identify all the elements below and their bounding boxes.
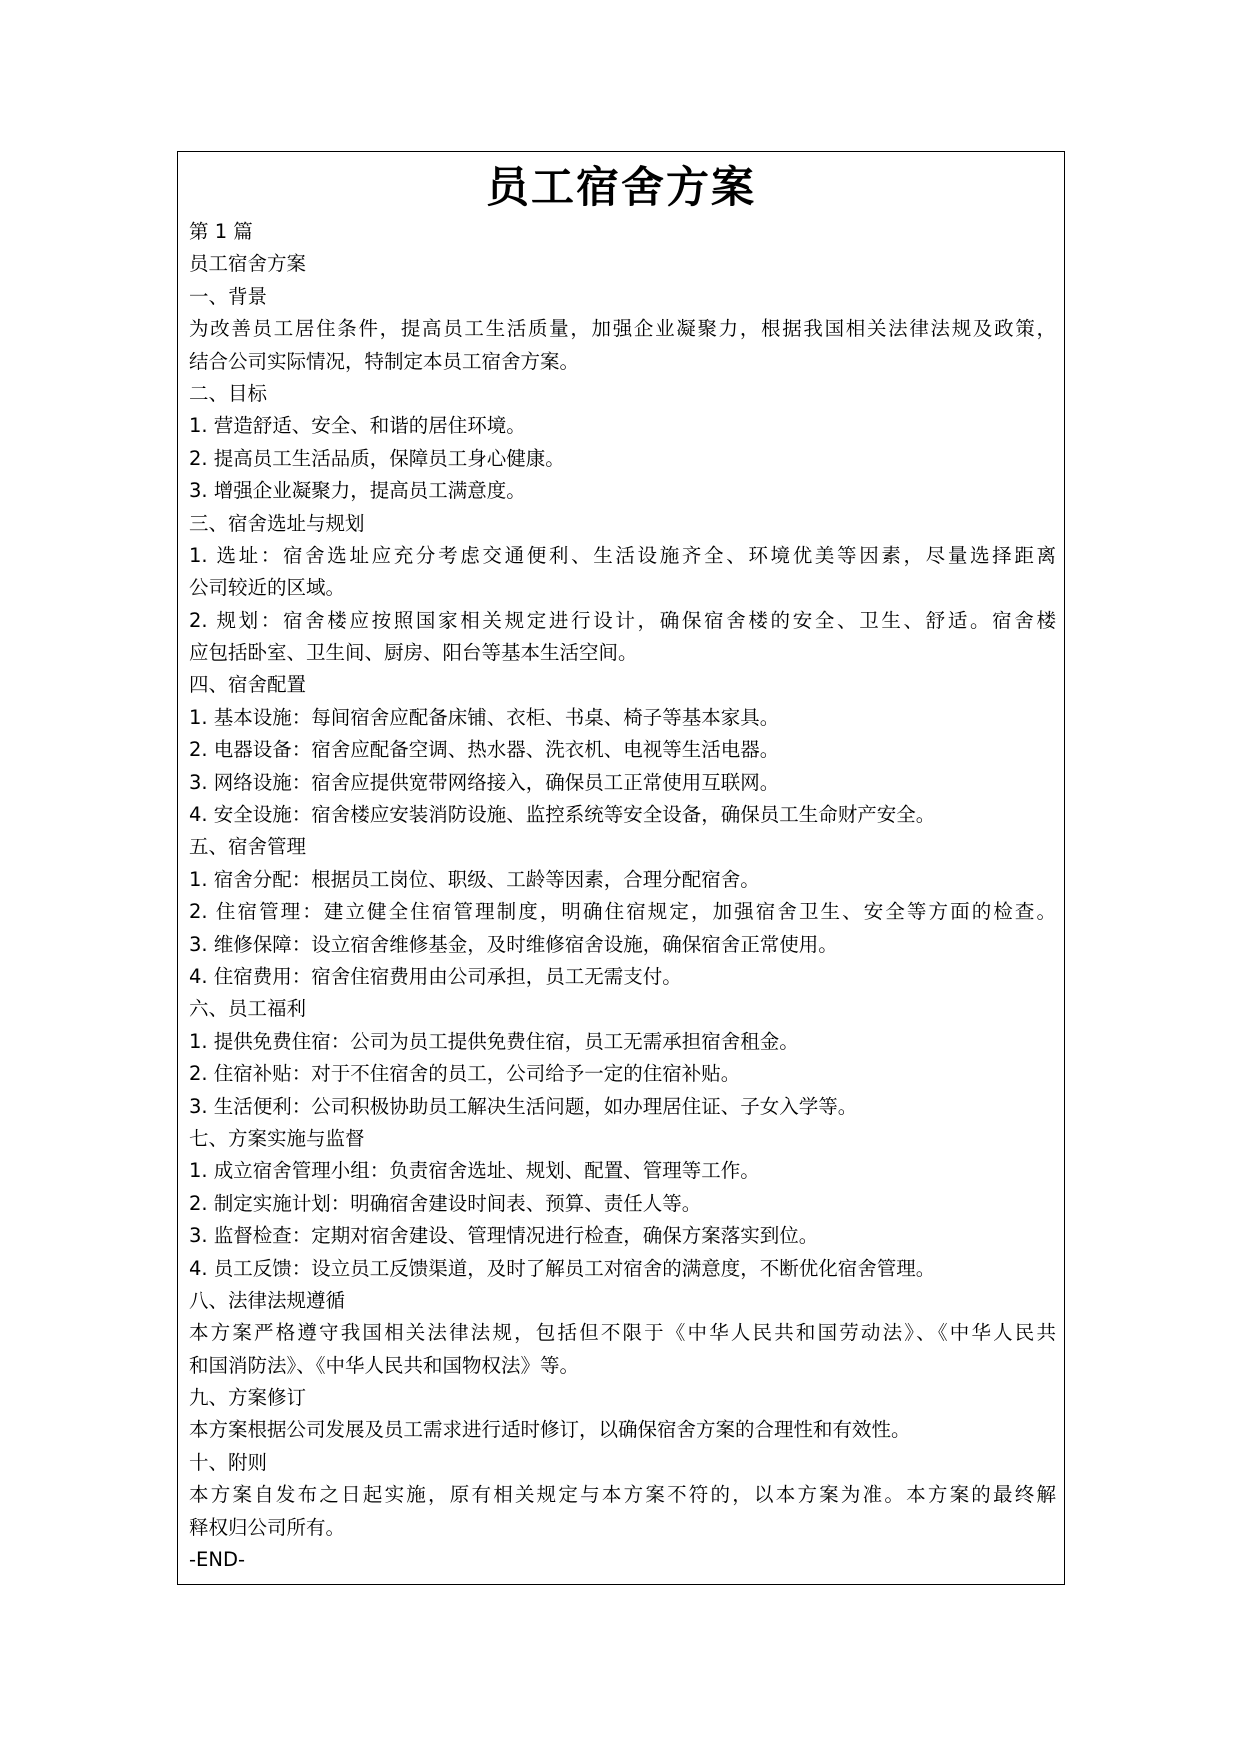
document-line: 4. 员工反馈：设立员工反馈渠道，及时了解员工对宿舍的满意度，不断优化宿舍管理。 <box>189 1256 936 1280</box>
document-line: 3. 生活便利：公司积极协助员工解决生活问题，如办理居住证、子女入学等。 <box>189 1094 858 1118</box>
document-line: 和国消防法》、《中华人民共和国物权法》等。 <box>189 1353 580 1377</box>
document-body <box>189 216 1056 1576</box>
document-line: 2. 规划：宿舍楼应按照国家相关规定进行设计，确保宿舍楼的安全、卫生、舒适。宿舍楼 <box>189 608 1056 632</box>
document-line: 1. 宿舍分配：根据员工岗位、职级、工龄等因素，合理分配宿舍。 <box>189 867 760 891</box>
document-line: 4. 安全设施：宿舍楼应安装消防设施、监控系统等安全设备，确保员工生命财产安全。 <box>189 803 936 827</box>
document-line: 结合公司实际情况，特制定本员工宿舍方案。 <box>189 349 580 373</box>
document-line: 三、宿舍选址与规划 <box>189 511 365 535</box>
document-line: 公司较近的区域。 <box>189 576 346 600</box>
document-line: 2. 提高员工生活品质，保障员工身心健康。 <box>189 446 565 470</box>
document-line: 1. 选址：宿舍选址应充分考虑交通便利、生活设施齐全、环境优美等因素，尽量选择距离 <box>189 543 1056 567</box>
document-line: 员工宿舍方案 <box>189 252 307 276</box>
document-line: 八、法律法规遵循 <box>189 1288 346 1312</box>
document-line: 3. 维修保障：设立宿舍维修基金，及时维修宿舍设施，确保宿舍正常使用。 <box>189 932 838 956</box>
document-line: -END- <box>189 1548 245 1572</box>
document-line: 第 1 篇 <box>189 220 253 243</box>
document-title: 员工宿舍方案 <box>486 163 756 213</box>
document-line: 四、宿舍配置 <box>189 673 307 697</box>
document-line: 本方案严格遵守我国相关法律法规，包括但不限于《中华人民共和国劳动法》、《中华人民共 <box>189 1321 1056 1345</box>
document-line: 1. 基本设施：每间宿舍应配备床铺、衣柜、书桌、椅子等基本家具。 <box>189 705 780 729</box>
document-line: 2. 住宿补贴：对于不住宿舍的员工，公司给予一定的住宿补贴。 <box>189 1062 741 1086</box>
document-line: 1. 成立宿舍管理小组：负责宿舍选址、规划、配置、管理等工作。 <box>189 1159 760 1183</box>
document-line: 一、背景 <box>189 284 268 308</box>
document-line: 2. 电器设备：宿舍应配备空调、热水器、洗衣机、电视等生活电器。 <box>189 738 780 762</box>
document-frame <box>177 151 1065 1585</box>
document-line: 释权归公司所有。 <box>189 1515 346 1539</box>
document-line: 3. 增强企业凝聚力，提高员工满意度。 <box>189 479 526 503</box>
document-line: 七、方案实施与监督 <box>189 1126 365 1150</box>
document-line: 十、附则 <box>189 1450 268 1474</box>
document-line: 应包括卧室、卫生间、厨房、阳台等基本生活空间。 <box>189 641 638 665</box>
document-line: 五、宿舍管理 <box>189 835 307 859</box>
document-line: 2. 制定实施计划：明确宿舍建设时间表、预算、责任人等。 <box>189 1191 702 1215</box>
document-line: 1. 提供免费住宿：公司为员工提供免费住宿，员工无需承担宿舍租金。 <box>189 1029 799 1053</box>
document-line: 为改善员工居住条件，提高员工生活质量，加强企业凝聚力，根据我国相关法律法规及政策， <box>189 317 1056 341</box>
document-line: 3. 网络设施：宿舍应提供宽带网络接入，确保员工正常使用互联网。 <box>189 770 780 794</box>
document-line: 本方案根据公司发展及员工需求进行适时修订，以确保宿舍方案的合理性和有效性。 <box>189 1418 911 1442</box>
document-line: 二、目标 <box>189 381 268 405</box>
document-line: 4. 住宿费用：宿舍住宿费用由公司承担，员工无需支付。 <box>189 964 682 988</box>
document-line: 3. 监督检查：定期对宿舍建设、管理情况进行检查，确保方案落实到位。 <box>189 1224 819 1248</box>
document-line: 本方案自发布之日起实施，原有相关规定与本方案不符的，以本方案为准。本方案的最终解 <box>189 1483 1056 1507</box>
document-line: 1. 营造舒适、安全、和谐的居住环境。 <box>189 414 526 438</box>
document-line: 2. 住宿管理：建立健全住宿管理制度，明确住宿规定，加强宿舍卫生、安全等方面的检查。 <box>189 900 1056 924</box>
document-line: 九、方案修订 <box>189 1386 307 1410</box>
document-line: 六、员工福利 <box>189 997 307 1021</box>
